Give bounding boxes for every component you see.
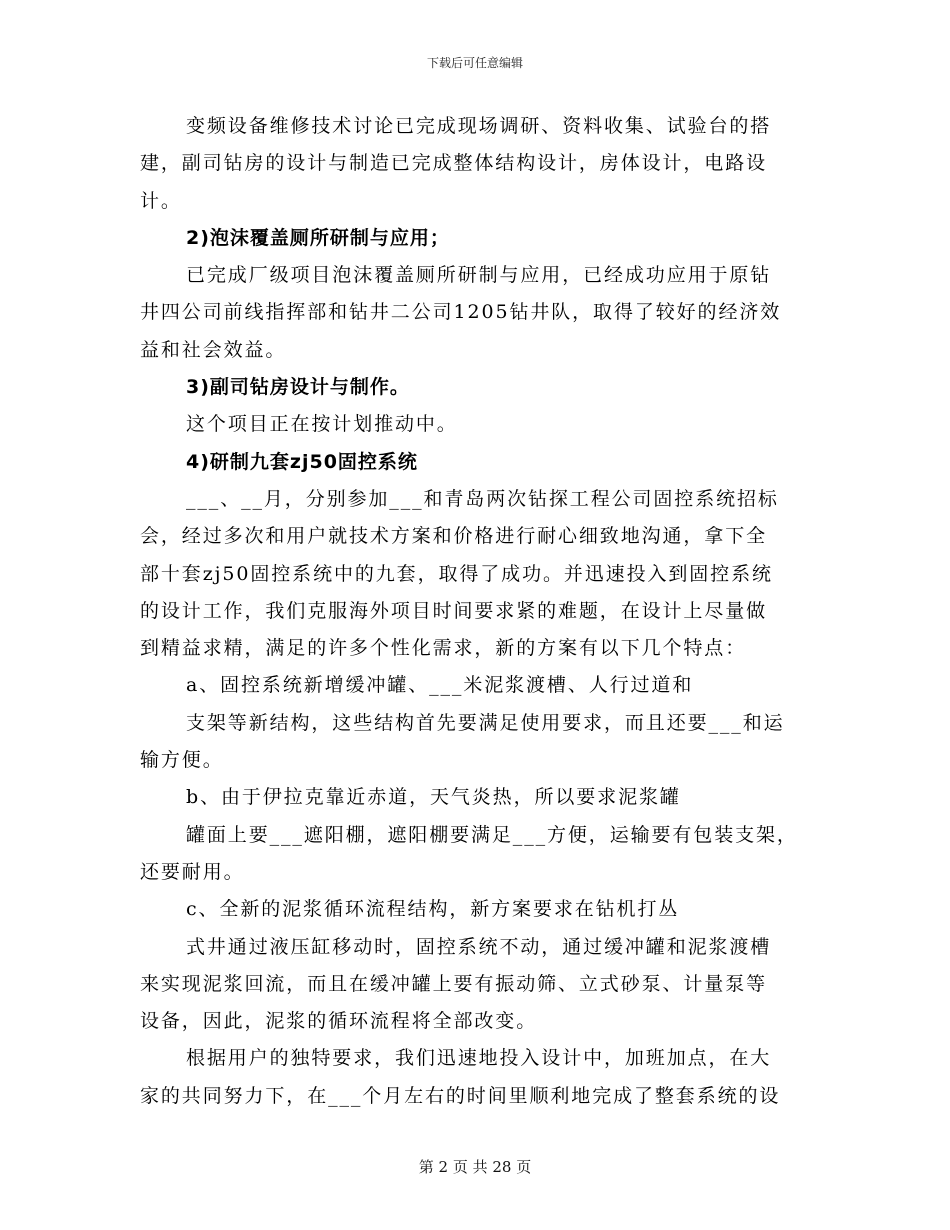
list-item-line: b、由于伊拉克靠近赤道，天气炎热，所以要求泥浆罐 — [186, 786, 681, 809]
paragraph-line: 来实现泥浆回流，而且在缓冲罐上要有振动筛、立式砂泵、计量泵等 — [140, 972, 768, 995]
section-heading: 3)副司钻房设计与制作。 — [186, 376, 410, 399]
list-item-line: a、固控系统新增缓冲罐、___米泥浆渡槽、人行过道和 — [186, 674, 694, 697]
paragraph-line: 支架等新结构，这些结构首先要满足使用要求，而且还要___和运 — [186, 711, 785, 734]
paragraph-line: 输方便。 — [140, 749, 224, 772]
paragraph-line: 式井通过液压缸移动时，固控系统不动，通过缓冲罐和泥浆渡槽 — [186, 935, 772, 958]
paragraph-line: 会，经过多次和用户就技术方案和价格进行耐心细致地沟通，拿下全 — [140, 525, 768, 548]
header-note: 下载后可任意编辑 — [426, 56, 523, 70]
paragraph-line: 益和社会效益。 — [140, 338, 287, 361]
page-number: 第 2 页 共 28 页 — [418, 1158, 532, 1176]
paragraph-line: 井四公司前线指挥部和钻井二公司1205钻井队，取得了较好的经济效 — [140, 301, 782, 324]
section-heading: 4)研制九套zj50固控系统 — [186, 450, 418, 473]
paragraph-line: 部十套zj50固控系统中的九套，取得了成功。并迅速投入到固控系统 — [140, 562, 773, 585]
paragraph-line: 还要耐用。 — [140, 860, 245, 883]
paragraph-line: 建，副司钻房的设计与制造已完成整体结构设计，房体设计，电路设 — [140, 152, 768, 175]
paragraph-line: ___、__月，分别参加___和青岛两次钻探工程公司固控系统招标 — [186, 487, 779, 510]
paragraph-line: 这个项目正在按计划推动中。 — [186, 413, 458, 436]
paragraph-line: 家的共同努力下，在___个月左右的时间里顺利地完成了整套系统的设 — [140, 1084, 781, 1107]
list-item-line: c、全新的泥浆循环流程结构，新方案要求在钻机打丛 — [186, 898, 680, 921]
paragraph-line: 已完成厂级项目泡沫覆盖厕所研制与应用，已经成功应用于原钻 — [186, 264, 772, 287]
paragraph-line: 计。 — [140, 189, 182, 212]
paragraph-line: 根据用户的独特要求，我们迅速地投入设计中，加班加点，在大 — [186, 1047, 772, 1070]
document-body — [140, 108, 810, 1115]
paragraph-line: 设备，因此，泥浆的循环流程将全部改变。 — [140, 1010, 538, 1033]
paragraph-line: 到精益求精，满足的许多个性化需求，新的方案有以下几个特点： — [140, 637, 747, 660]
paragraph-line: 的设计工作，我们克服海外项目时间要求紧的难题，在设计上尽量做 — [140, 599, 768, 622]
paragraph-line: 罐面上要___遮阳棚，遮阳棚要满足___方便，运输要有包装支架， — [186, 823, 798, 846]
section-heading: 2)泡沫覆盖厕所研制与应用； — [186, 226, 450, 249]
paragraph-line: 变频设备维修技术讨论已完成现场调研、资料收集、试验台的搭 — [186, 115, 772, 137]
